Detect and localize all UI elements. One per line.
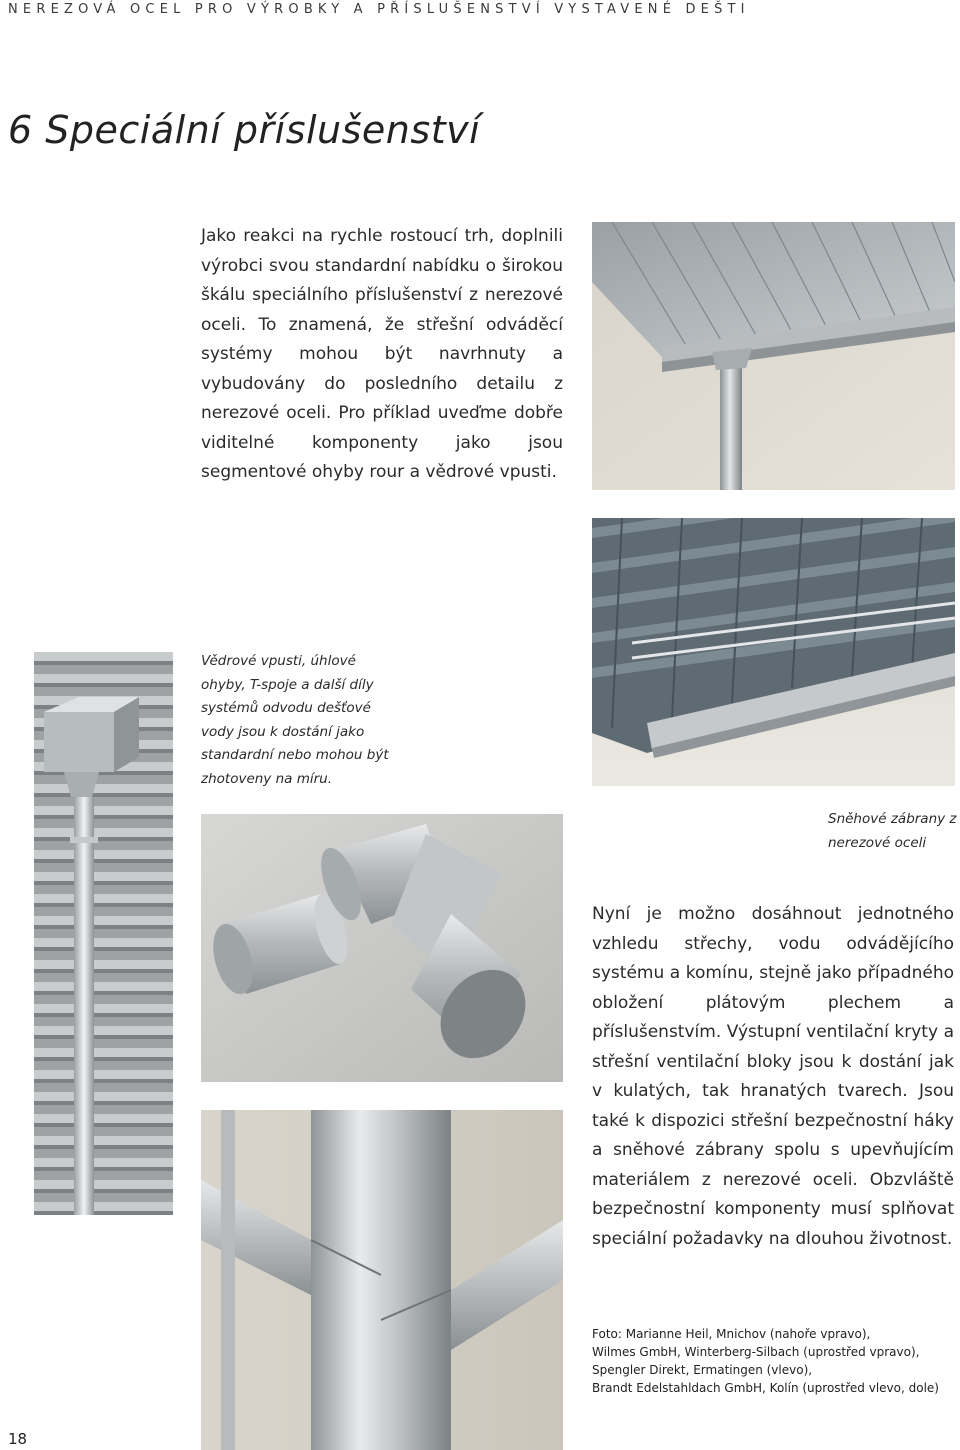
caption-rainwater-parts: Vědrové vpusti, úhlové ohyby, T-spoje a další díly systémů odvodu dešťové vody jsou k dostání jako standardní nebo mohou být zhotoveny na míru.: [201, 653, 389, 787]
page-title: 6 Speciální příslušenství: [8, 108, 481, 152]
snow-guard-photo: [592, 518, 955, 786]
pipe-bends-photo: [201, 814, 563, 1082]
intro-paragraph: Jako reakci na rychle rostoucí trh, doplnili výrobci svou standardní nabídku o širokou škálu speciálního příslušenství z nerezové oceli. To znamená, že střešní odváděcí systémy mohou být navrhnuty a vybudovány do posledního detailu z nerezové oceli. Pro příklad uveďme dobře viditelné komponenty jako jsou segmentové ohyby rour a vědrové vpusti.: [201, 226, 563, 482]
credit-line: Wilmes GmbH, Winterberg-Silbach (uprostřed vpravo),: [592, 1345, 920, 1359]
body-paragraph: Nyní je možno dosáhnout jednotného vzhledu střechy, vodu odvádějícího systému a komínu, stejně jako případného obložení plátovým plechem a příslušenstvím. Výstupní ventilační kryty a střešní ventilační bloky jsou k dostání jak v kulatých, tak hranatých tvarech. Jsou také k dispozici střešní bezpečnostní háky a sněhové zábrany spolu s upevňujícím materiálem z nerezové oceli. Obzvláště bezpečnostní komponenty musí splňovat speciální požadavky na dlouhou životnost.: [592, 904, 954, 1249]
downpipe-photo: [34, 652, 173, 1215]
running-header: NEREZOVÁ OCEL PRO VÝROBKY A PŘÍSLUŠENSTVÍ VYSTAVENÉ DEŠTI: [8, 2, 750, 17]
roof-gutter-photo: [592, 222, 955, 490]
photo-credits: [592, 1325, 952, 1397]
credit-line: Brandt Edelstahldach GmbH, Kolín (uprostřed vlevo, dole): [592, 1381, 939, 1395]
credit-line: Spengler Direkt, Ermatingen (vlevo),: [592, 1363, 813, 1377]
page-number: 18: [8, 1430, 28, 1448]
caption-snow-guards: Sněhové zábrany z nerezové oceli: [828, 811, 957, 851]
credit-line: Foto: Marianne Heil, Mnichov (nahoře vpravo),: [592, 1327, 871, 1341]
t-joint-photo: [201, 1110, 563, 1450]
